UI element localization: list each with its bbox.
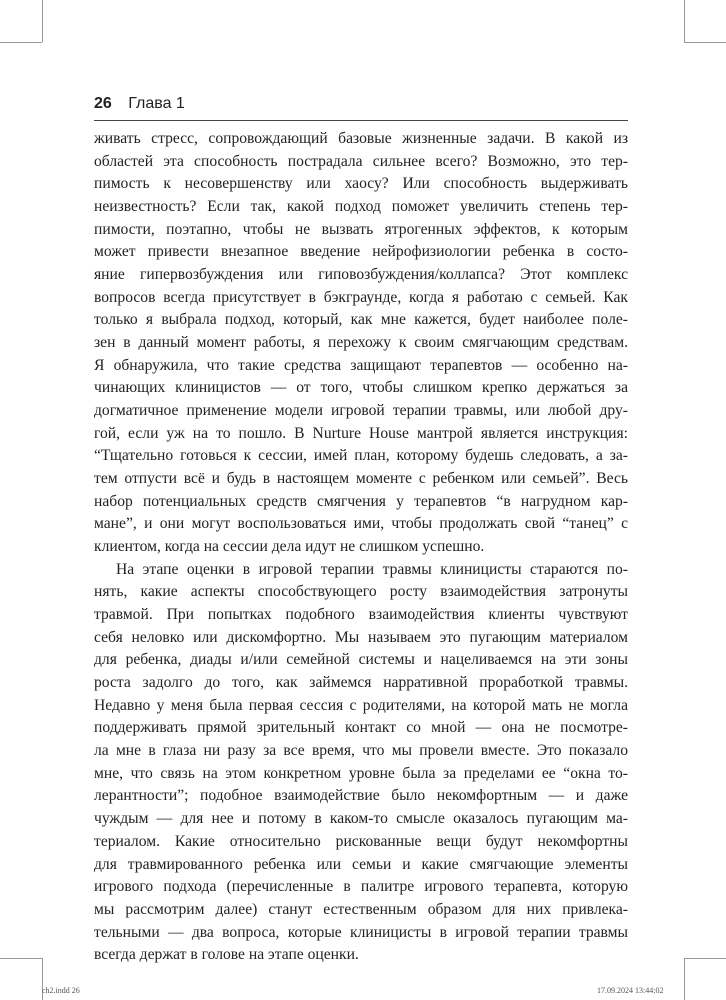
text-line: себя неловко или дискомфортно. Мы называем это пугающим материалом [94,628,628,646]
text-line: ла мне в глаза ни разу за все время, что мы провели вместе. Это показало [94,742,628,760]
crop-mark-top-right [684,0,685,42]
text-line: нять, какие аспекты способствующего росту взаимодействия затронуты [94,583,628,601]
text-line: для ребенка, диады и/или семейной системы и нацеливаемся на эти зоны [94,651,628,669]
text-line: мне, что связь на этом конкретном уровне была за пределами ее “окна то- [94,764,628,782]
text-line: мане”, и они могут воспользоваться ими, чтобы продолжать свой “танец” с [94,515,628,533]
crop-mark-top-left [42,0,43,42]
text-line: Недавно у меня была первая сессия с родителями, на которой мать не могла [94,696,628,714]
header-rule [94,120,628,121]
text-line: териалом. Какие относительно рискованные вещи будут некомфортны [94,832,628,850]
text-line: лерантности”; подобное взаимодействие было некомфортным — и даже [94,787,628,805]
running-head [94,95,185,113]
text-line: вопросов всегда присутствует в бэкграунде, когда я работаю с семьей. Как [94,288,628,306]
text-line: чуждым — для нее и потому в каком-то смысле оказалось пугающим ма- [94,810,628,828]
paragraph [94,559,628,967]
page-number: 26 [94,95,112,112]
text-line: игрового подхода (перечисленные в палитре игрового терапевта, которую [94,878,628,896]
crop-mark-left-top [0,42,42,43]
text-line: чинающих клиницистов — от того, чтобы слишком крепко держаться за [94,379,628,397]
slug-filename: ch2.indd 26 [42,986,80,995]
text-line: может привести внезапное введение нейрофизиологии ребенка в состо- [94,243,628,261]
crop-mark-bottom-right [684,958,685,1000]
text-line: догматичное применение модели игровой терапии травмы, или любой дру- [94,402,628,420]
chapter-title: Глава 1 [128,95,185,112]
body-text [94,128,628,967]
text-line: набор потенциальных средств смягчения у терапевтов “в нагрудном кар- [94,492,628,510]
text-line: яние гипервозбуждения или гиповозбуждения/коллапса? Этот комплекс [94,266,628,284]
text-line: мы рассмотрим далее) станут естественным образом для них привлека- [94,900,628,918]
slug-timestamp: 17.09.2024 13:44:02 [597,986,664,995]
text-line: тем отпусти всё и будь в настоящем моменте с ребенком или семьей”. Весь [94,470,628,488]
text-line: пимости, поэтапно, чтобы не вызвать ятрогенных эффектов, к которым [94,220,628,238]
text-line: только я выбрала подход, который, как мне кажется, будет наиболее поле- [94,311,628,329]
text-line: поддерживать прямой зрительный контакт со мной — она не посмотре- [94,719,628,737]
text-line: гой, если уж на то пошло. В Nurture House мантрой является инструкция: [94,424,628,442]
text-line: для травмированного ребенка или семьи и какие смягчающие элементы [94,855,628,873]
text-line: всегда держат в голове на этапе оценки. [94,946,359,964]
text-line: роста задолго до того, как займемся нарративной проработкой травмы. [94,674,628,692]
text-line: пимость к несовершенству или хаосу? Или способность выдерживать [94,175,628,193]
text-line: На этапе оценки в игровой терапии травмы клиницисты стараются по- [116,560,628,578]
crop-mark-right-top [684,42,726,43]
text-line: “Тщательно готовься к сессии, имей план, которому будешь следовать, а за- [94,447,628,465]
text-line: клиентом, когда на сессии дела идут не слишком успешно. [94,538,485,556]
text-line: Я обнаружила, что такие средства защищают терапевтов — особенно на- [94,356,628,374]
text-line: неизвестность? Если так, какой подход поможет увеличить степень тер- [94,198,628,216]
text-line: травмой. При попытках подобного взаимодействия клиенты чувствуют [94,606,628,624]
text-line: тельными — два вопроса, которые клиницисты в игровой терапии травмы [94,923,628,941]
paragraph [94,128,628,559]
crop-mark-right-bottom [684,958,726,959]
text-line: зен в данный момент работы, я перехожу к своим смягчающим средствам. [94,334,628,352]
text-line: областей эта способность пострадала сильнее всего? Возможно, это тер- [94,152,628,170]
text-line: живать стресс, сопровождающий базовые жизненные задачи. В какой из [94,130,628,147]
crop-mark-left-bottom [0,958,42,959]
